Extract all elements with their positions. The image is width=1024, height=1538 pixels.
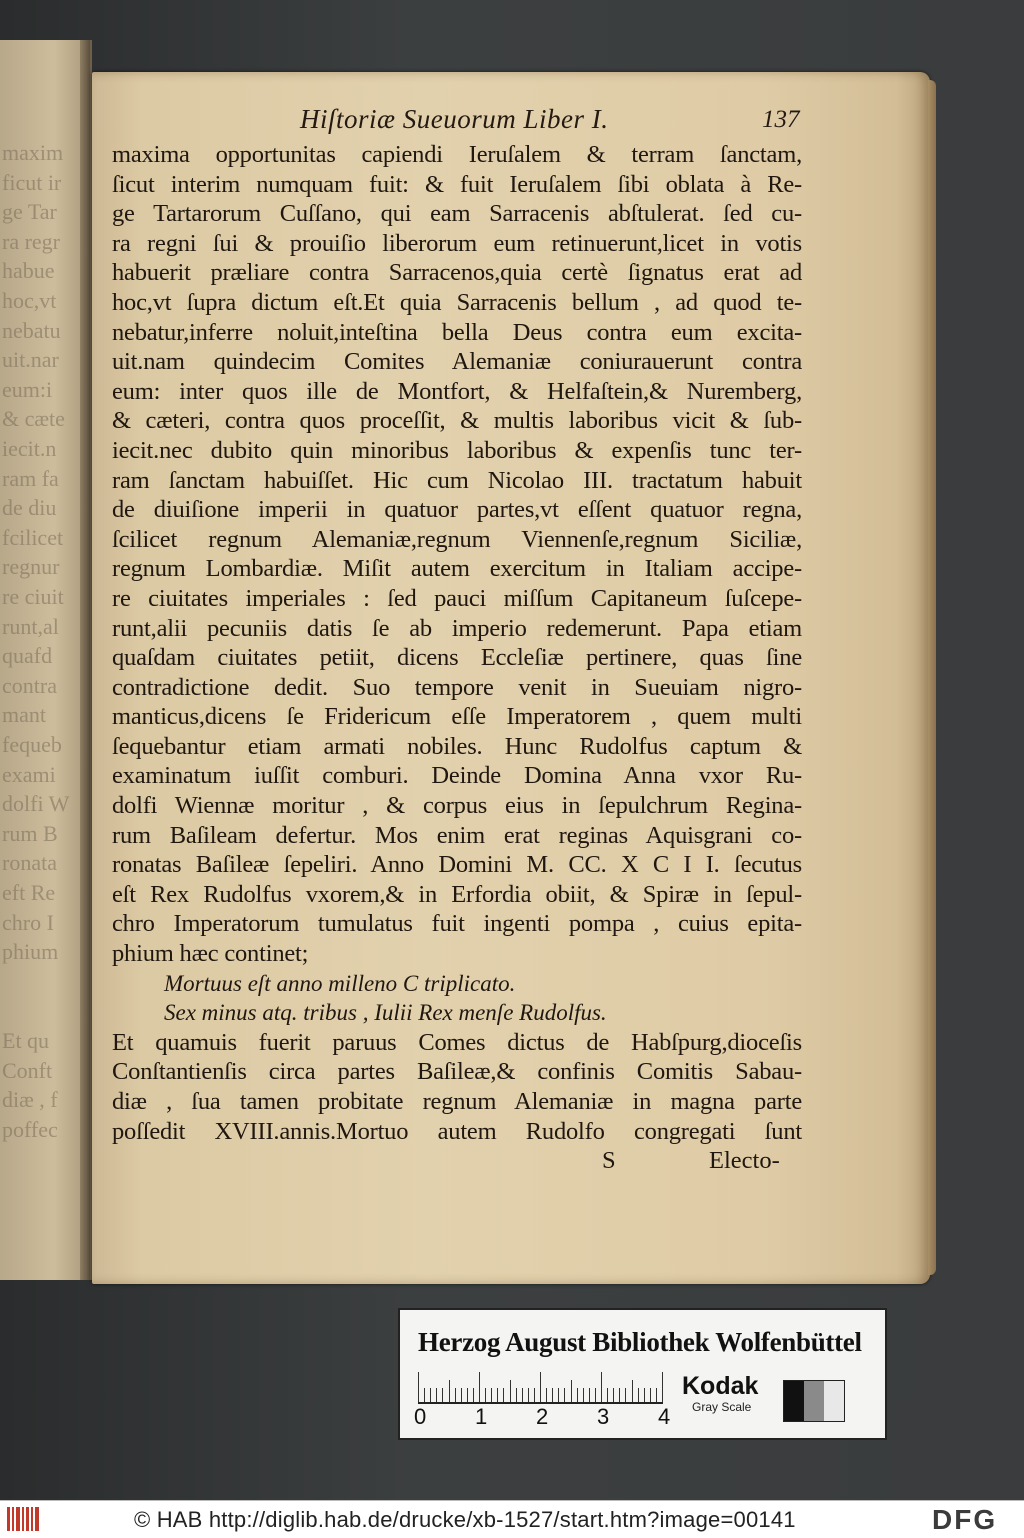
facing-page-text: eum:i: [2, 376, 53, 402]
ruler-tick: [583, 1388, 584, 1402]
facing-page-text: re ciuit: [2, 584, 64, 609]
facing-page-text: regnur: [2, 554, 60, 580]
ruler-number: 3: [597, 1404, 610, 1429]
text-line: rum Baſileam defertur. Mos enim erat reginas Aquisgrani co-: [112, 821, 802, 849]
facing-page-text: ficut ir: [2, 169, 62, 195]
ruler-tick: [534, 1388, 535, 1402]
signature-mark: S: [602, 1147, 616, 1175]
gray-swatch: [784, 1381, 804, 1421]
text-line: uit.nam quindecim Comites Alemaniæ coniurauerunt contra: [112, 348, 802, 376]
catchword: Electo-: [709, 1147, 780, 1175]
ruler-tick: [650, 1388, 651, 1402]
facing-page-text: phium: [2, 939, 59, 965]
facing-page-text: exami: [2, 761, 56, 787]
ruler-tick: [577, 1388, 578, 1402]
facing-page-text: runt,al: [2, 613, 59, 639]
text-line: de diuiſione imperii in quatuor partes,vt eſſent quatuor regna,: [112, 496, 802, 524]
ruler-tick: [430, 1388, 431, 1402]
ruler-tick: [522, 1388, 523, 1402]
page-number: 137: [762, 106, 800, 133]
facing-page-text: hoc,vt: [2, 288, 57, 313]
ruler-tick: [510, 1380, 511, 1402]
facing-page-text: uit.nar: [2, 347, 59, 373]
facing-page-text: ge Tar: [2, 199, 57, 225]
facing-page-text: & cæte: [2, 406, 65, 432]
dfg-logo: DFG: [932, 1504, 998, 1535]
text-line: contradictione dedit. Suo tempore venit in Sueuiam nigro-: [112, 673, 802, 701]
ruler-tick: [662, 1372, 663, 1402]
text-line: iecit.nec dubito quin minoribus laboribus & expenſis tunc ter-: [112, 436, 802, 464]
ruler-tick: [449, 1380, 450, 1402]
text-line: ge Tartarorum Cuſſano, qui eam Sarracenis abſtulerat. ſed cu-: [112, 200, 802, 228]
facing-page-fragment: [0, 40, 92, 1280]
gray-scale-label: Gray Scale: [692, 1400, 752, 1414]
text-line: examinatum iuſſit comburi. Deinde Domina Anna vxor Ru-: [112, 762, 802, 790]
ruler-tick: [656, 1388, 657, 1402]
text-line: regnum Lombardiæ. Miſit autem exercitum in Italiam accipe-: [112, 555, 802, 583]
text-line: poſſedit XVIII.annis.Mortuo autem Rudolfo congregati ſunt: [112, 1117, 802, 1145]
ruler-tick: [601, 1372, 602, 1402]
facing-page-text: rum B: [2, 820, 58, 846]
facing-page-text: diæ , f: [2, 1087, 58, 1113]
gray-swatches: [783, 1380, 845, 1422]
facing-page-text: iecit.n: [2, 436, 57, 461]
ruler-tick: [595, 1388, 596, 1402]
gray-swatch: [824, 1381, 844, 1421]
footer-bar: [0, 1500, 1024, 1538]
text-line: habuerit præliare contra Sarracenos,quia certè ſignatus erat ad: [112, 259, 802, 287]
ruler-tick: [540, 1372, 541, 1402]
kodak-logo: Kodak: [682, 1372, 759, 1400]
text-line: & cæteri, contra quos proceſſit, & multis laboribus vicit & ſub-: [112, 407, 802, 435]
ruler-tick: [491, 1388, 492, 1402]
ruler-tick: [497, 1388, 498, 1402]
ruler-tick: [625, 1388, 626, 1402]
text-line: nebatur,inferre noluit,inteſtina bella Deus contra eum excita-: [112, 318, 802, 346]
ruler-tick: [613, 1388, 614, 1402]
ruler-tick: [467, 1388, 468, 1402]
ruler-tick: [607, 1388, 608, 1402]
facing-page-text: ram fa: [2, 465, 59, 491]
ruler-tick: [564, 1388, 565, 1402]
facing-page-text: ronata: [2, 850, 57, 876]
ruler-tick: [619, 1388, 620, 1402]
ruler-tick: [473, 1388, 474, 1402]
text-line: ſcilicet regnum Alemaniæ,regnum Viennenſe,regnum Siciliæ,: [112, 525, 802, 553]
ruler-tick: [516, 1388, 517, 1402]
ruler-tick: [436, 1388, 437, 1402]
ruler-tick: [418, 1372, 419, 1402]
ruler-tick: [485, 1388, 486, 1402]
facing-page-text: Conft: [2, 1057, 53, 1083]
text-line: diæ , ſua tamen probitate regnum Alemaniæ in magna parte: [112, 1088, 802, 1115]
page-edge: [928, 80, 936, 1275]
text-line: Et quamuis fuerit paruus Comes dictus de Habſpurg,dioceſis: [112, 1028, 802, 1056]
ruler-tick: [461, 1388, 462, 1402]
epitaph-verse: Sex minus atq. tribus , Iulii Rex menſe Rudolfus.: [164, 1000, 607, 1026]
epitaph-verse: Mortuus eſt anno milleno C triplicato.: [164, 970, 516, 996]
ruler-tick: [644, 1388, 645, 1402]
ruler-tick: [552, 1388, 553, 1402]
text-line: manticus,dicens ſe Fridericum eſſe Imperatorem , quem multi: [112, 703, 802, 731]
ruler-tick: [638, 1388, 639, 1402]
ruler-number: 2: [536, 1404, 549, 1429]
library-name: Herzog August Bibliothek Wolfenbüttel: [418, 1327, 862, 1357]
facing-page-text: nebatu: [2, 317, 61, 343]
barcode-icon: [6, 1505, 42, 1533]
ruler-tick: [632, 1380, 633, 1402]
ruler-tick: [589, 1388, 590, 1402]
body-text: [112, 140, 802, 1176]
ruler-tick: [442, 1388, 443, 1402]
text-line: hoc,vt ſupra dictum eſt.Et quia Sarracenis bellum , ad quod te-: [112, 288, 802, 316]
running-head: Hiſtoriæ Sueuorum Liber I.: [300, 104, 609, 134]
text-line: Conſtantienſis circa partes Baſileæ,& confinis Comitis Sabau-: [112, 1058, 802, 1086]
ruler-number: 0: [414, 1404, 427, 1429]
scale-ruler: [418, 1370, 663, 1404]
text-line: dolfi Wiennæ moritur , & corpus eius in ſepulchrum Regina-: [112, 792, 802, 820]
facing-page-text: ra regr: [2, 228, 61, 254]
gray-swatch: [804, 1381, 824, 1421]
footer-url[interactable]: © HAB http://diglib.hab.de/drucke/xb-1527/start.htm?image=00141: [134, 1507, 796, 1532]
facing-page-text: habue: [2, 258, 55, 284]
text-line: eum: inter quos ille de Montfort, & Helfaſtein,& Nuremberg,: [112, 377, 802, 405]
text-line: chro Imperatorum tumulatus fuit ingenti pompa , cuius epita-: [112, 910, 802, 938]
ruler-tick: [424, 1388, 425, 1402]
ruler-tick: [546, 1388, 547, 1402]
ruler-number: 4: [658, 1404, 671, 1429]
catchword-line: [112, 1146, 802, 1176]
facing-page-text: fequeb: [2, 732, 62, 757]
text-line: runt,alii pecuniis datis ſe ab imperio redemerunt. Papa etiam: [112, 614, 802, 642]
facing-page-text: quafd: [2, 643, 53, 669]
facing-page-text: Et qu: [2, 1028, 50, 1053]
facing-page-text: mant: [2, 702, 46, 728]
facing-page-text: contra: [2, 672, 57, 698]
facing-page-text: eft Re: [2, 880, 56, 905]
ruler-tick: [503, 1388, 504, 1402]
ruler-tick: [571, 1380, 572, 1402]
text-line: ram ſanctam habuiſſet. Hic cum Nicolao III. tractatum habuit: [112, 466, 802, 494]
text-line: eſt Rex Rudolfus vxorem,& in Erfordia obiit, & Spiræ in ſepul-: [112, 880, 802, 908]
ruler-tick: [528, 1388, 529, 1402]
text-line: phium hæc continet;: [112, 940, 309, 968]
ruler-tick: [455, 1388, 456, 1402]
text-line: ſequebantur etiam armati nobiles. Hunc Rudolfus captum &: [112, 732, 802, 760]
text-line: re ciuitates imperiales : ſed pauci miſſum Capitaneum ſuſcepe-: [112, 584, 802, 612]
facing-page-text: poffec: [2, 1116, 58, 1142]
ruler-number: 1: [475, 1404, 488, 1429]
facing-page-text: fcilicet: [2, 524, 64, 550]
facing-page-text: chro I: [2, 909, 54, 935]
text-line: ronatas Baſileæ ſepeliri. Anno Domini M. CC. X C I I. ſecutus: [112, 851, 802, 879]
ruler-tick: [558, 1388, 559, 1402]
text-line: quaſdam ciuitates petiit, dicens Eccleſiæ pertinere, quas ſine: [112, 644, 802, 672]
text-line: maxima opportunitas capiendi Ieruſalem & terram ſanctam,: [112, 141, 802, 168]
ruler-tick: [479, 1372, 480, 1402]
text-line: ra regni ſui & prouiſio liberorum eum retinuerunt,licet in votis: [112, 229, 802, 257]
facing-page-text: maxim: [2, 140, 64, 165]
facing-page-text: dolfi W: [2, 791, 70, 817]
facing-page-text: de diu: [2, 495, 57, 521]
text-line: ſicut interim numquam fuit: & fuit Ieruſalem ſibi oblata à Re-: [112, 170, 802, 198]
